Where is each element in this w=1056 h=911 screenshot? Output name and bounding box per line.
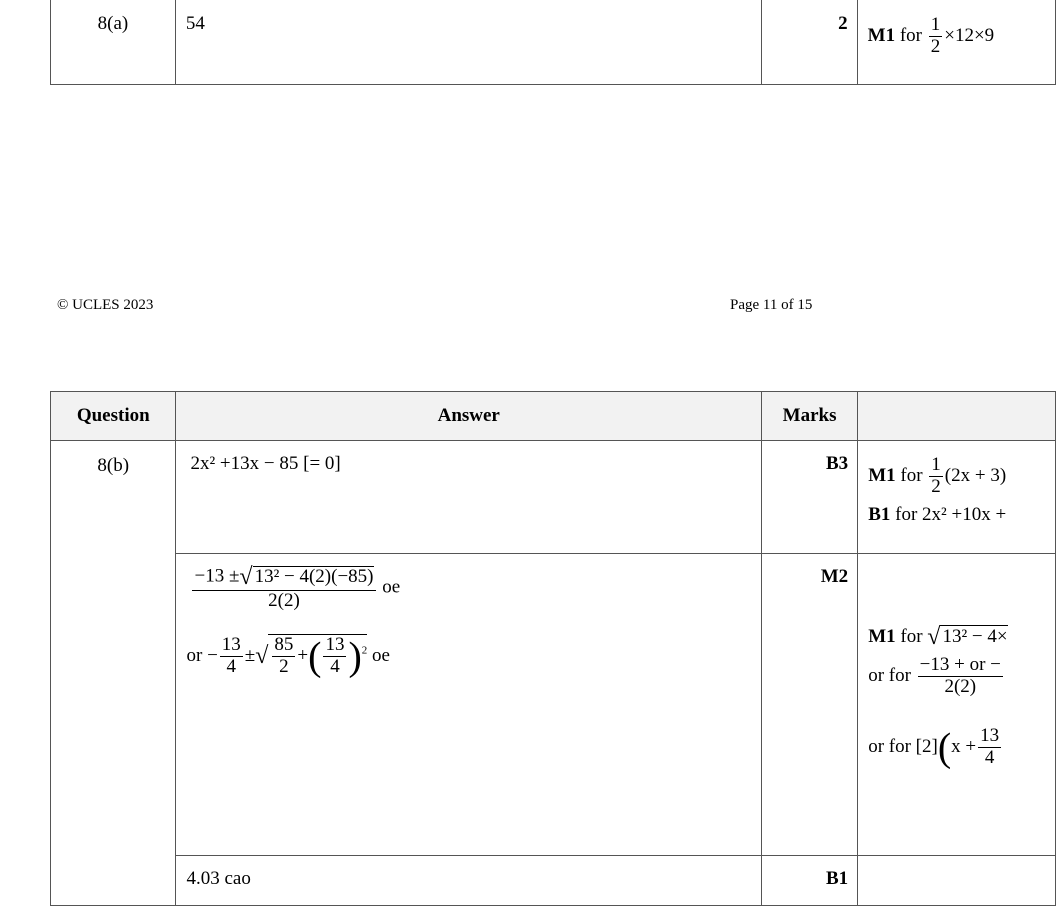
table-row — [51, 0, 1056, 85]
answer-cell: 2x² +13x − 85 [= 0] — [176, 441, 762, 554]
guidance-cell — [858, 856, 1056, 906]
question-cell: 8(b) — [51, 441, 176, 906]
guidance-line: or for [2](x + $\frac{13}{4}$ — [868, 724, 1000, 770]
guidance-cell — [857, 0, 1055, 85]
formula-completing-square: or − $\frac{13}{4}$ ±√ $\frac{85}{2}$ +( $\frac{13}{4}$ )$^2$ oe — [186, 633, 390, 679]
guidance-line: or for $\frac{-13 + or -}{2(2)}$ — [868, 654, 1001, 697]
question-cell: 8(a) — [51, 0, 176, 85]
header-marks: Marks — [762, 392, 858, 441]
guidance-line: M1 for $\frac{1}{2}$ (2x + 3) — [868, 454, 1007, 497]
answer-cell: 4.03 cao — [176, 856, 762, 906]
table-row — [51, 856, 1056, 906]
sqrt-icon: √ — [927, 624, 941, 650]
table-header — [51, 392, 1056, 441]
guidance-cell — [858, 554, 1056, 856]
fraction: $\frac{13}{4}$ — [980, 724, 1000, 768]
sqrt-icon: √ — [255, 643, 269, 670]
answer-cell — [176, 554, 762, 856]
fraction: $\frac{\text{−13 ±√ 13² − 4(2)(−85)}}{2(2)}$ — [194, 564, 374, 612]
copyright: © UCLES 2023 — [57, 297, 154, 313]
prev-marking-table — [50, 0, 1056, 85]
marks-cell: 2 — [761, 0, 857, 85]
guidance-text: M1 for $\frac{1}{2}$ ×12×9 — [867, 14, 995, 57]
page-number: Page 11 of 15 — [730, 297, 813, 313]
header-guidance — [858, 392, 1056, 441]
table-row — [51, 554, 1056, 856]
marking-table — [50, 391, 1056, 906]
answer-cell: 54 — [175, 0, 761, 85]
marks-cell: B1 — [762, 856, 858, 906]
table-row — [51, 441, 1056, 554]
guidance-line: B1 for 2x² +10x + — [868, 503, 1007, 525]
header-question: Question — [51, 392, 176, 441]
marks-cell: B3 — [762, 441, 858, 554]
header-answer: Answer — [176, 392, 762, 441]
guidance-line: M1 for √ 13² − 4× — [868, 624, 1008, 650]
fraction: $\frac{13}{4}$ — [325, 634, 345, 678]
marks-cell: M2 — [762, 554, 858, 856]
fraction: $\frac{85}{2}$ — [274, 634, 294, 678]
guidance-cell — [858, 441, 1056, 554]
fraction: $\frac{13}{4}$ — [221, 634, 241, 678]
fraction: $\frac{1}{2}$ — [930, 14, 941, 57]
fraction: $\frac{-13 + or -}{2(2)}$ — [919, 654, 1001, 697]
fraction: $\frac{1}{2}$ — [931, 454, 941, 497]
sqrt-icon: √ — [239, 564, 253, 590]
formula-quadratic: $\frac{\text{−13 ±√ 13² − 4(2)(−85)}}{2(2)}$ oe — [194, 564, 401, 612]
